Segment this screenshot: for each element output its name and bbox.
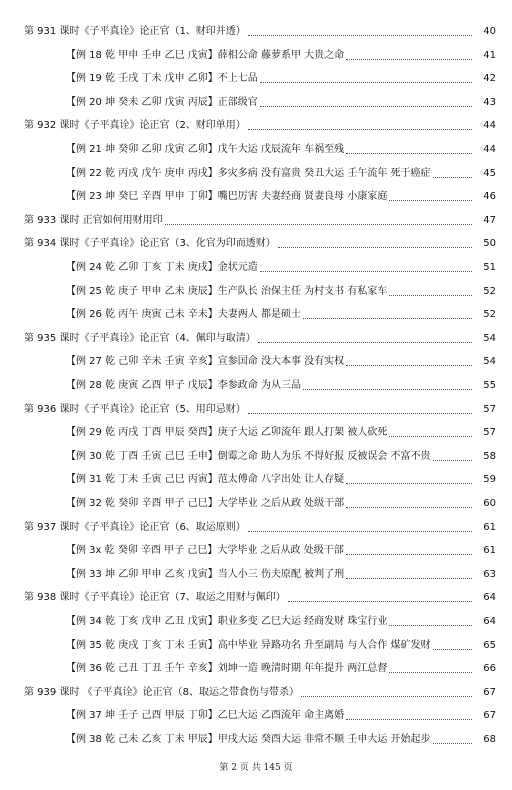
toc-dot-leader bbox=[278, 247, 472, 248]
toc-example-row[interactable] bbox=[0, 376, 512, 396]
toc-entry-title: 【例 18 乾 甲申 壬申 乙巳 戊寅】薛相公命 藤萝系甲 大贵之命 bbox=[66, 49, 345, 61]
toc-entry-title: 【例 24 乾 乙卯 丁亥 丁未 庚戌】金状元造 bbox=[66, 262, 258, 273]
toc-page-number: 67 bbox=[483, 686, 496, 698]
toc-lesson-row[interactable] bbox=[0, 22, 512, 42]
toc-example-row[interactable] bbox=[0, 565, 512, 585]
toc-entry-title: 【例 30 乾 丁酉 壬寅 己巳 壬申】倒霉之命 助人为乐 不得好报 反被误会 不富不贵 bbox=[66, 450, 431, 462]
toc-lesson-row[interactable] bbox=[0, 116, 512, 136]
toc-page-number: 59 bbox=[483, 474, 496, 486]
toc-dot-leader bbox=[301, 696, 472, 697]
toc-dot-leader bbox=[303, 389, 472, 390]
toc-dot-leader bbox=[288, 601, 472, 602]
toc-lesson-row[interactable] bbox=[0, 518, 512, 538]
toc-entry-title: 第 935 课时《子平真诠》论正官（4、佩印与取清） bbox=[24, 332, 256, 344]
toc-dot-leader bbox=[248, 35, 472, 36]
toc-page-number: 52 bbox=[483, 309, 496, 321]
toc-example-row[interactable] bbox=[0, 305, 512, 325]
toc-example-row[interactable] bbox=[0, 659, 512, 679]
toc-dot-leader bbox=[433, 177, 472, 178]
toc-dot-leader bbox=[389, 436, 472, 437]
toc-dot-leader bbox=[346, 59, 472, 60]
toc-example-row[interactable] bbox=[0, 612, 512, 632]
toc-page-number: 43 bbox=[483, 96, 496, 108]
toc-entry-title: 第 937 课时《子平真诠》论正官（6、取运原则） bbox=[24, 521, 246, 533]
toc-page-number: 61 bbox=[483, 545, 496, 557]
toc-dot-leader bbox=[258, 342, 472, 343]
toc-dot-leader bbox=[303, 318, 472, 319]
toc-entry-title: 【例 35 乾 庚戌 丁亥 丁未 壬寅】高中毕业 异路功名 升至副局 与人合作 煤矿发财 bbox=[66, 639, 431, 651]
toc-dot-leader bbox=[346, 507, 472, 508]
toc-example-row[interactable] bbox=[0, 706, 512, 726]
toc-example-row[interactable] bbox=[0, 69, 512, 89]
toc-entry-title: 【例 27 乾 己卯 辛未 壬寅 辛亥】宣参国命 没大本事 没有实权 bbox=[66, 356, 345, 368]
toc-page-number: 47 bbox=[483, 214, 496, 226]
toc-entry-title: 【例 36 乾 己丑 丁丑 壬午 辛亥】刘坤一造 晚清时期 年年提升 两江总督 bbox=[66, 663, 388, 675]
toc-lesson-row[interactable] bbox=[0, 400, 512, 420]
toc-example-row[interactable] bbox=[0, 541, 512, 561]
toc-page-number: 61 bbox=[483, 521, 496, 533]
toc-entry-title: 【例 37 坤 壬子 己酉 甲辰 丁卯】乙巳大运 乙酉流年 命主离婚 bbox=[66, 710, 345, 722]
toc-dot-leader bbox=[346, 719, 472, 720]
toc-page-number: 42 bbox=[483, 73, 496, 85]
toc-page-number: 68 bbox=[483, 734, 496, 745]
toc-page-number: 57 bbox=[483, 427, 496, 439]
toc-example-row[interactable] bbox=[0, 423, 512, 443]
toc-page-number: 51 bbox=[483, 262, 496, 273]
toc-page-number: 60 bbox=[483, 498, 496, 509]
toc-example-row[interactable] bbox=[0, 730, 512, 750]
toc-page-number: 66 bbox=[483, 663, 496, 675]
toc-dot-leader bbox=[389, 625, 472, 626]
toc-page-number: 64 bbox=[483, 592, 496, 604]
toc-example-row[interactable] bbox=[0, 187, 512, 207]
toc-lesson-row[interactable] bbox=[0, 329, 512, 349]
toc-lesson-row[interactable] bbox=[0, 683, 512, 703]
toc-entry-title: 第 938 课时《子平真诠》论正官（7、取运之用财与佩印） bbox=[24, 592, 286, 604]
toc-dot-leader bbox=[433, 649, 472, 650]
toc-entry-title: 第 936 课时《子平真诠》论正官（5、用印忌财） bbox=[24, 403, 246, 415]
toc-dot-leader bbox=[260, 106, 472, 107]
toc-dot-leader bbox=[260, 271, 472, 272]
toc-page-number: 52 bbox=[483, 285, 496, 297]
toc-entry-title: 第 934 课时《子平真诠》论正官（3、化官为印而透财） bbox=[24, 238, 276, 250]
toc-lesson-row[interactable] bbox=[0, 211, 512, 231]
toc-dot-leader bbox=[248, 129, 472, 130]
toc-example-row[interactable] bbox=[0, 164, 512, 184]
toc-example-row[interactable] bbox=[0, 494, 512, 514]
toc-page-number: 55 bbox=[483, 380, 496, 391]
toc-entry-title: 【例 28 乾 庚寅 乙酉 甲子 戊辰】李参政命 为从三品 bbox=[66, 380, 301, 391]
toc-entry-title: 【例 19 乾 壬戌 丁未 戊申 乙卯】不上七品 bbox=[66, 73, 258, 85]
toc-example-row[interactable] bbox=[0, 93, 512, 113]
toc-page-number: 57 bbox=[483, 403, 496, 415]
toc-dot-leader bbox=[248, 531, 472, 532]
toc-entry-title: 【例 21 坤 癸卯 乙卯 戊寅 乙卯】戊午大运 戊辰流年 车祸至残 bbox=[66, 144, 345, 155]
toc-page-number: 58 bbox=[483, 450, 496, 462]
toc-example-row[interactable] bbox=[0, 282, 512, 302]
toc-entry-title: 【例 3x 乾 癸卯 辛酉 甲子 己巳】大学毕业 之后从政 处级干部 bbox=[66, 545, 344, 557]
toc-page-number: 44 bbox=[483, 144, 496, 155]
toc-entry-title: 【例 22 乾 丙戌 戊午 庚申 丙戌】多灾多病 没有富贵 癸丑大运 壬午流年 死于癌症 bbox=[66, 167, 431, 179]
toc-page-number: 44 bbox=[483, 120, 496, 132]
toc-page-number: 65 bbox=[483, 639, 496, 651]
toc-dot-leader bbox=[346, 365, 472, 366]
toc-page-number: 54 bbox=[483, 332, 496, 344]
toc-dot-leader bbox=[165, 224, 472, 225]
toc-example-row[interactable] bbox=[0, 447, 512, 467]
toc-dot-leader bbox=[389, 672, 472, 673]
toc-dot-leader bbox=[346, 554, 472, 555]
toc-entry-title: 第 933 课时 正官如何用财用印 bbox=[24, 214, 163, 226]
toc-page-number: 50 bbox=[483, 238, 496, 250]
toc-entry-title: 第 939 课时 《子平真诠》论正官（8、取运之带食伤与带杀） bbox=[24, 686, 299, 698]
toc-example-row[interactable] bbox=[0, 258, 512, 278]
toc-page-number: 64 bbox=[483, 616, 496, 627]
toc-lesson-row[interactable] bbox=[0, 588, 512, 608]
toc-dot-leader bbox=[389, 295, 472, 296]
toc-dot-leader bbox=[346, 153, 472, 154]
toc-lesson-row[interactable] bbox=[0, 234, 512, 254]
toc-entry-title: 【例 29 乾 丙戌 丁酉 甲辰 癸酉】庚子大运 乙卯流年 跟人打架 被人砍死 bbox=[66, 427, 388, 439]
toc-entry-title: 【例 20 坤 癸未 乙卯 戊寅 丙辰】正部级官 bbox=[66, 96, 258, 108]
toc-entry-title: 【例 23 坤 癸巳 辛酉 甲申 丁卯】嘴巴厉害 夫妻经商 贤妻良母 小康家庭 bbox=[66, 191, 388, 203]
toc-dot-leader bbox=[389, 200, 472, 201]
toc-entry-title: 【例 26 乾 丙午 庚寅 己未 辛未】夫妻两人 都是硕士 bbox=[66, 309, 301, 321]
toc-entry-title: 第 932 课时《子平真诠》论正官（2、财印单用） bbox=[24, 120, 246, 132]
toc-entry-title: 【例 32 乾 癸卯 辛酉 甲子 己巳】大学毕业 之后从政 处级干部 bbox=[66, 498, 345, 509]
toc-dot-leader bbox=[433, 460, 472, 461]
toc-example-row[interactable] bbox=[0, 46, 512, 66]
toc-dot-leader bbox=[260, 82, 472, 83]
toc-example-row[interactable] bbox=[0, 636, 512, 656]
toc-dot-leader bbox=[248, 413, 472, 414]
toc-entry-title: 【例 31 乾 丁未 壬寅 己巳 丙寅】范太傅命 八字出处 让人存疑 bbox=[66, 474, 345, 486]
toc-page-number: 45 bbox=[483, 167, 496, 179]
toc-example-row[interactable] bbox=[0, 470, 512, 490]
toc-dot-leader bbox=[346, 483, 472, 484]
toc-entry-title: 【例 25 乾 庚子 甲申 乙未 庚辰】生产队长 治保主任 为村支书 有私家车 bbox=[66, 285, 388, 297]
page-footer: 第 2 页 共 145 页 bbox=[219, 763, 293, 773]
toc-page-number: 54 bbox=[483, 356, 496, 368]
toc-entry-title: 【例 38 乾 己未 乙亥 丁未 甲辰】甲戌大运 癸酉大运 非常不顺 壬申大运 开始起步 bbox=[66, 734, 431, 745]
toc-entry-title: 【例 33 坤 乙卯 甲申 乙亥 戊寅】当人小三 伤夫原配 被判了刑 bbox=[66, 568, 345, 580]
toc-page-number: 46 bbox=[483, 191, 496, 203]
toc-example-row[interactable] bbox=[0, 352, 512, 372]
toc-entry-title: 【例 34 乾 丁亥 戊申 乙丑 戊寅】职业多变 乙巳大运 经商发财 珠宝行业 bbox=[66, 616, 388, 627]
toc-page-number: 40 bbox=[483, 26, 496, 37]
toc-example-row[interactable] bbox=[0, 140, 512, 160]
toc-dot-leader bbox=[346, 578, 472, 579]
toc-page-number: 63 bbox=[483, 568, 496, 580]
toc-dot-leader bbox=[433, 743, 472, 744]
toc-entry-title: 第 931 课时《子平真诠》论正官（1、财印并透） bbox=[24, 26, 246, 37]
toc-page-number: 41 bbox=[483, 49, 496, 61]
toc-page-number: 67 bbox=[483, 710, 496, 722]
